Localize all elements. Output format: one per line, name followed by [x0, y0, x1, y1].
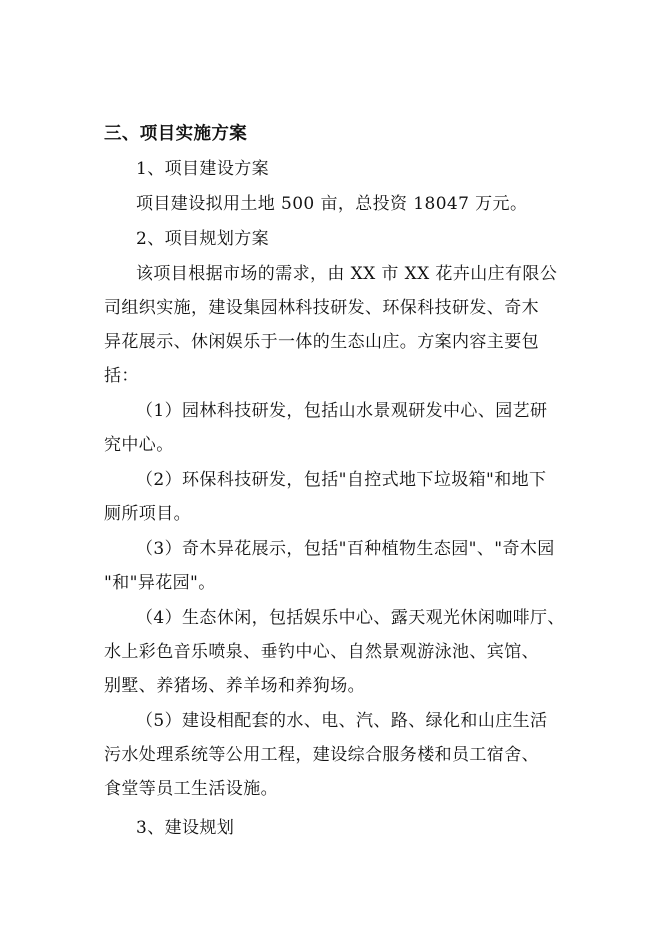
- subsection-1-body: 项目建设拟用土地 500 亩，总投资 18047 万元。: [136, 194, 528, 214]
- intro-line-1: 该项目根据市场的需求，由 XX 市 XX 花卉山庄有限公: [136, 264, 558, 284]
- item-4-line-1: （4）生态休闲，包括娱乐中心、露天观光休闲咖啡厅、: [136, 608, 565, 628]
- intro-line-3: 异花展示、休闲娱乐于一体的生态山庄。方案内容主要包: [104, 332, 539, 352]
- item-1-line-2: 究中心。: [104, 435, 174, 455]
- item-3-line-2: "和"异花园"。: [104, 573, 216, 593]
- item-1-line-1: （1）园林科技研发，包括山水景观研发中心、园艺研: [136, 401, 548, 421]
- section-heading: 三、项目实施方案: [104, 124, 248, 144]
- item-5-line-1: （5）建设相配套的水、电、汽、路、绿化和山庄生活: [136, 711, 548, 731]
- intro-line-4: 括：: [104, 366, 139, 386]
- item-5-line-2: 污水处理系统等公用工程，建设综合服务楼和员工宿舍、: [104, 745, 539, 765]
- item-4-line-2: 水上彩色音乐喷泉、垂钓中心、自然景观游泳池、宾馆、: [104, 642, 539, 662]
- item-2-line-1: （2）环保科技研发，包括"自控式地下垃圾箱"和地下: [136, 470, 547, 490]
- subsection-2-title: 2、项目规划方案: [136, 229, 270, 249]
- subsection-3-title: 3、建设规划: [136, 818, 235, 838]
- subsection-1-title: 1、项目建设方案: [136, 159, 270, 179]
- intro-line-2: 司组织实施，建设集园林科技研发、环保科技研发、奇木: [104, 298, 539, 318]
- item-3-line-1: （3）奇木异花展示，包括"百种植物生态园"、"奇木园: [136, 539, 555, 559]
- item-5-line-3: 食堂等员工生活设施。: [104, 779, 278, 799]
- item-2-line-2: 厕所项目。: [104, 504, 191, 524]
- item-4-line-3: 别墅、养猪场、养羊场和养狗场。: [104, 676, 365, 696]
